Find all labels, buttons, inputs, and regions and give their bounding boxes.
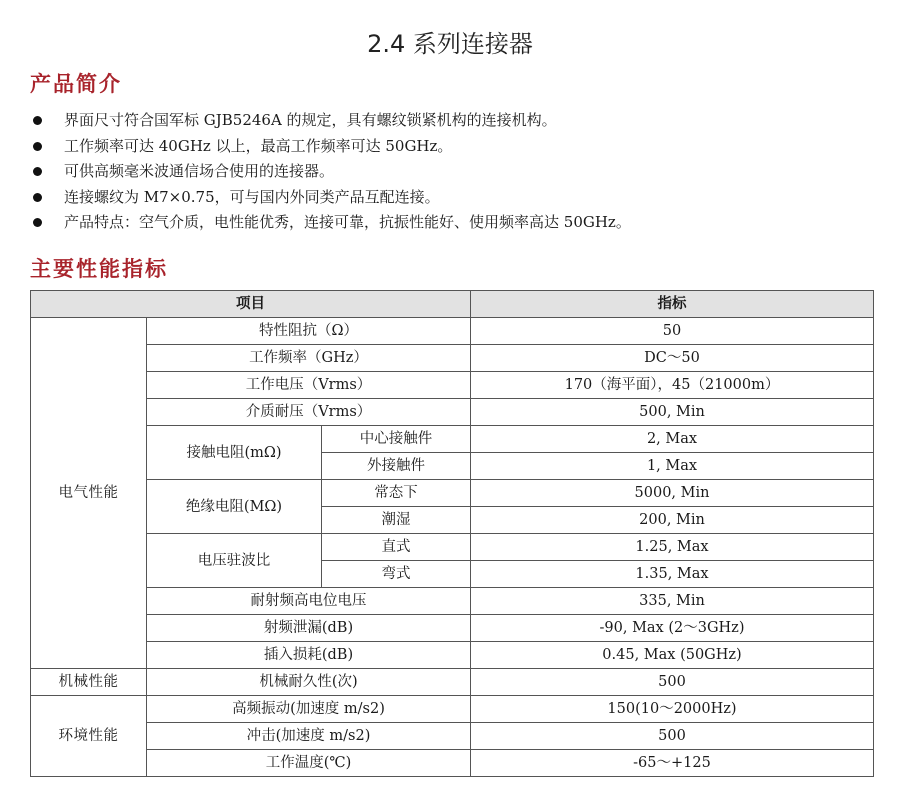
spec-label: 特性阻抗（Ω） (147, 318, 471, 345)
spec-group-label: 电压驻波比 (147, 534, 322, 588)
spec-sublabel: 常态下 (322, 480, 471, 507)
bullet-dot-icon (33, 167, 42, 176)
table-row (31, 696, 874, 723)
category-electrical: 电气性能 (31, 318, 147, 669)
table-row (31, 372, 874, 399)
table-row (31, 642, 874, 669)
header-item: 项目 (31, 291, 471, 318)
spec-sublabel: 潮湿 (322, 507, 471, 534)
spec-sublabel: 中心接触件 (322, 426, 471, 453)
table-row (31, 426, 874, 453)
spec-value: 500, Min (471, 399, 874, 426)
spec-label: 耐射频高电位电压 (147, 588, 471, 615)
table-row (31, 750, 874, 777)
intro-bullet-text: 界面尺寸符合国军标 GJB5246A 的规定，具有螺纹锁紧机构的连接机构。 (64, 111, 557, 129)
spec-label: 冲击(加速度 m/s2) (147, 723, 471, 750)
spec-label: 机械耐久性(次) (147, 669, 471, 696)
spec-value: 50 (471, 318, 874, 345)
spec-value: 1.35, Max (471, 561, 874, 588)
spec-value: 2, Max (471, 426, 874, 453)
table-row (31, 345, 874, 372)
spec-value: 1, Max (471, 453, 874, 480)
section-heading-main-specs: 主要性能指标 (30, 257, 168, 281)
bullet-dot-icon (33, 193, 42, 202)
spec-value: 500 (471, 669, 874, 696)
spec-value: 1.25, Max (471, 534, 874, 561)
intro-bullet-text: 产品特点：空气介质，电性能优秀，连接可靠，抗振性能好、使用频率高达 50GHz。 (64, 213, 631, 231)
intro-bullet-text: 可供高频毫米波通信场合使用的连接器。 (64, 162, 335, 180)
spec-sublabel: 直式 (322, 534, 471, 561)
category-mechanical: 机械性能 (31, 669, 147, 696)
intro-bullet-text: 工作频率可达 40GHz 以上，最高工作频率可达 50GHz。 (64, 136, 453, 155)
spec-label: 插入损耗(dB) (147, 642, 471, 669)
spec-label: 工作温度(℃) (147, 750, 471, 777)
intro-bullet-list (30, 108, 631, 236)
table-row (31, 480, 874, 507)
spec-value: 0.45, Max (50GHz) (471, 642, 874, 669)
spec-value: 500 (471, 723, 874, 750)
table-row (31, 669, 874, 696)
spec-label: 射频泄漏(dB) (147, 615, 471, 642)
spec-value: 170（海平面），45（21000m） (471, 372, 874, 399)
spec-label: 介质耐压（Vrms） (147, 399, 471, 426)
spec-value: 335, Min (471, 588, 874, 615)
spec-value: 200, Min (471, 507, 874, 534)
table-row (31, 399, 874, 426)
spec-group-label: 绝缘电阻(MΩ) (147, 480, 322, 534)
page-title: 2.4 系列连接器 (367, 30, 533, 58)
table-row (31, 534, 874, 561)
spec-sublabel: 弯式 (322, 561, 471, 588)
intro-bullet-item (30, 185, 631, 211)
intro-bullet-item (30, 210, 631, 236)
table-header-row (31, 291, 874, 318)
bullet-dot-icon (33, 218, 42, 227)
spec-table (30, 290, 874, 777)
spec-value: DC～50 (471, 345, 874, 372)
spec-value: 150(10～2000Hz) (471, 696, 874, 723)
spec-value: -90, Max (2～3GHz) (471, 615, 874, 642)
spec-value: -65～+125 (471, 750, 874, 777)
bullet-dot-icon (33, 142, 42, 151)
spec-label: 工作电压（Vrms） (147, 372, 471, 399)
spec-sublabel: 外接触件 (322, 453, 471, 480)
bullet-dot-icon (33, 116, 42, 125)
header-value: 指标 (471, 291, 874, 318)
intro-bullet-item (30, 159, 631, 185)
spec-group-label: 接触电阻(mΩ) (147, 426, 322, 480)
intro-bullet-text: 连接螺纹为 M7×0.75，可与国内外同类产品互配连接。 (64, 187, 440, 206)
table-row (31, 318, 874, 345)
intro-bullet-item (30, 108, 631, 134)
spec-label: 工作频率（GHz） (147, 345, 471, 372)
spec-label: 高频振动(加速度 m/s2) (147, 696, 471, 723)
table-row (31, 588, 874, 615)
category-environmental: 环境性能 (31, 696, 147, 777)
table-row (31, 615, 874, 642)
section-heading-product-intro: 产品简介 (30, 72, 122, 96)
intro-bullet-item (30, 134, 631, 160)
spec-value: 5000, Min (471, 480, 874, 507)
table-row (31, 723, 874, 750)
